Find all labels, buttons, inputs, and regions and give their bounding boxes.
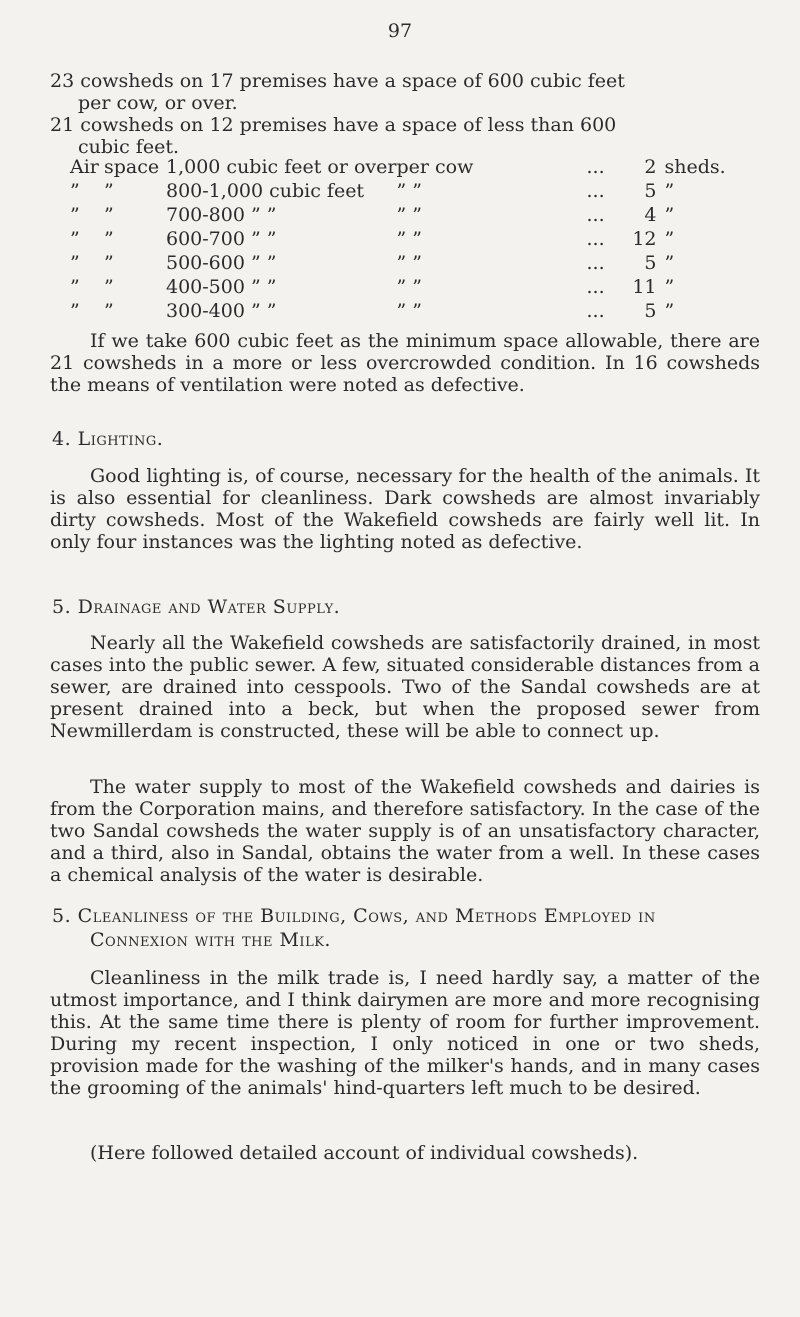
row-unit: sheds. (664, 156, 726, 178)
paragraph-followed: (Here followed detailed account of individual cowsheds). (90, 1142, 639, 1164)
row-per-cow: ” ” (396, 300, 422, 322)
intro-item-2-line1: 21 cowsheds on 12 premises have a space of less than 600 (50, 114, 617, 136)
row-label: Air (70, 156, 99, 178)
row-label2: ” (104, 180, 114, 202)
table-row (70, 228, 726, 252)
row-dots: ... (586, 156, 605, 178)
row-per-cow: ” ” (396, 180, 422, 202)
intro-item-1-line2: per cow, or over. (78, 92, 238, 114)
row-dots: ... (586, 228, 605, 250)
row-label2: ” (104, 252, 114, 274)
row-count: 11 (632, 276, 657, 298)
row-unit: ” (664, 180, 675, 202)
row-dots: ... (586, 204, 605, 226)
row-unit: ” (664, 276, 675, 298)
row-desc: 400-500 ” ” (166, 276, 277, 298)
row-label2: ” (104, 300, 114, 322)
row-desc: 600-700 ” ” (166, 228, 277, 250)
intro-item-2-line2: cubic feet. (78, 136, 179, 158)
row-label: ” (70, 180, 80, 202)
table-row (70, 276, 726, 300)
section-5-drainage-heading: 5. Drainage and Water Supply. (52, 596, 341, 618)
row-per-cow: per cow (396, 156, 474, 178)
table-row (70, 156, 726, 180)
row-unit: ” (664, 252, 675, 274)
page-number: 97 (387, 20, 413, 42)
paragraph-drainage: Nearly all the Wakefield cowsheds are satisfactorily drained, in most cases into the public sewer. A few, situated considerable distances from a sewer, are drained into cesspools. Two of the Sandal cowsheds are at present drained into a beck, but when the proposed sewer from Newmillerdam is constructed, these will be able to connect up. (50, 632, 760, 742)
row-dots: ... (586, 180, 605, 202)
row-label2: space (104, 156, 160, 178)
intro-item-1-line1: 23 cowsheds on 17 premises have a space of 600 cubic feet (50, 70, 625, 92)
row-dots: ... (586, 276, 605, 298)
row-desc: 500-600 ” ” (166, 252, 277, 274)
row-label2: ” (104, 204, 114, 226)
paragraph-space-summary: If we take 600 cubic feet as the minimum space allowable, there are 21 cowsheds in a more or less overcrowded condition. In 16 cowsheds the means of ventilation were noted as defective. (50, 330, 760, 396)
row-label: ” (70, 276, 80, 298)
section-5-cleanliness-heading-line2: Connexion with the Milk. (90, 929, 331, 951)
air-space-table (70, 156, 726, 324)
row-count: 12 (632, 228, 657, 250)
row-label: ” (70, 204, 80, 226)
row-desc: 1,000 cubic feet or over (166, 156, 397, 178)
paragraph-water-supply: The water supply to most of the Wakefield cowsheds and dairies is from the Corporation mains, and therefore satisfactory. In the case of the two Sandal cowsheds the water supply is of an unsatisfactory character, and a third, also in Sandal, obtains the water from a well. In these cases a chemical analysis of the water is desirable. (50, 776, 760, 886)
intro-item-2 (50, 114, 760, 158)
row-per-cow: ” ” (396, 228, 422, 250)
row-per-cow: ” ” (396, 252, 422, 274)
row-count: 4 (644, 204, 657, 226)
row-count: 5 (644, 300, 657, 322)
row-count: 2 (644, 156, 657, 178)
row-count: 5 (644, 180, 657, 202)
row-label2: ” (104, 276, 114, 298)
intro-item-1 (50, 70, 760, 114)
table-row (70, 252, 726, 276)
row-count: 5 (644, 252, 657, 274)
row-per-cow: ” ” (396, 204, 422, 226)
section-4-heading: 4. Lighting. (52, 428, 164, 450)
paragraph-lighting: Good lighting is, of course, necessary for the health of the animals. It is also essential for cleanliness. Dark cowsheds are almost invariably dirty cowsheds. Most of the Wakefield cowsheds are fairly well lit. In only four instances was the lighting noted as defective. (50, 465, 760, 553)
row-dots: ... (586, 252, 605, 274)
row-per-cow: ” ” (396, 276, 422, 298)
row-label: ” (70, 300, 80, 322)
row-desc: 300-400 ” ” (166, 300, 277, 322)
table-row (70, 204, 726, 228)
table-row (70, 180, 726, 204)
row-unit: ” (664, 300, 675, 322)
row-dots: ... (586, 300, 605, 322)
row-label2: ” (104, 228, 114, 250)
table-row (70, 300, 726, 324)
row-label: ” (70, 228, 80, 250)
section-5-cleanliness-heading-line1: 5. Cleanliness of the Building, Cows, and Methods Employed in (52, 905, 656, 927)
row-desc: 800-1,000 cubic feet (166, 180, 365, 202)
row-label: ” (70, 252, 80, 274)
row-unit: ” (664, 228, 675, 250)
row-desc: 700-800 ” ” (166, 204, 277, 226)
row-unit: ” (664, 204, 675, 226)
paragraph-cleanliness: Cleanliness in the milk trade is, I need hardly say, a matter of the utmost importance, and I think dairymen are more and more recognising this. At the same time there is plenty of room for further improvement. During my recent inspection, I only noticed in one or two sheds, provision made for the washing of the milker's hands, and in many cases the grooming of the animals' hind-quarters left much to be desired. (50, 967, 760, 1099)
